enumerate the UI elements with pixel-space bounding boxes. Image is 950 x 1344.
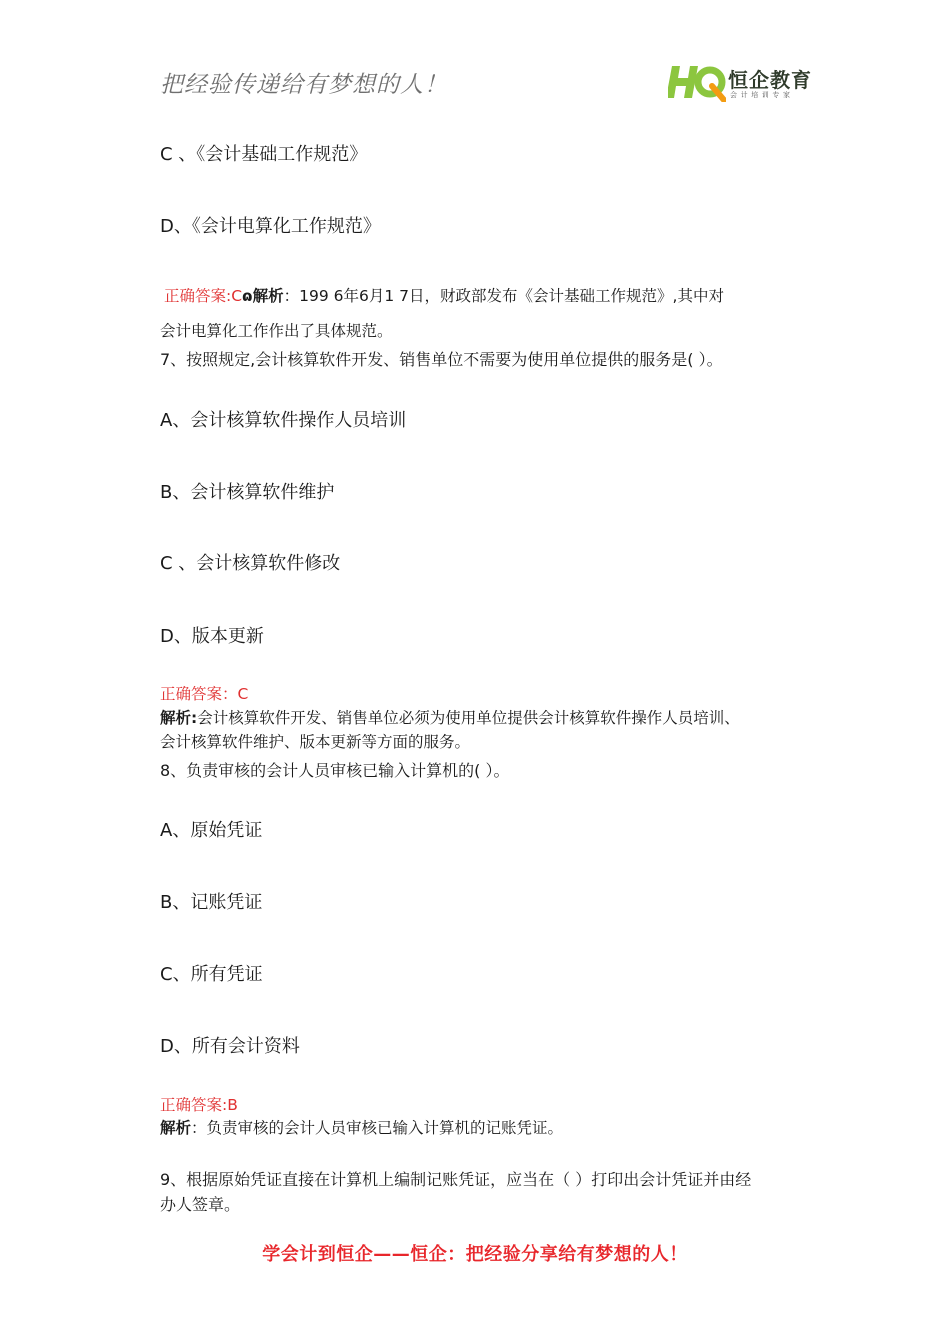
- q7-question: 7、按照规定,会计核算软件开发、销售单位不需要为使用单位提供的服务是( ）。: [160, 350, 723, 369]
- q8-explain-label: 解析: [160, 1119, 192, 1137]
- q8-option-b: B、记账凭证: [160, 892, 263, 913]
- q7-answer: 正确答案：C: [160, 685, 249, 703]
- q6-answer: 正确答案:C: [164, 287, 243, 305]
- q8-answer: 正确答案:B: [160, 1096, 238, 1114]
- q7-option-d: D、版本更新: [160, 626, 264, 647]
- q8-option-c: C、所有凭证: [160, 964, 263, 985]
- q7-explanation-line2: 会计核算软件维护、版本更新等方面的服务。: [160, 733, 471, 751]
- logo-subtitle: 会计培训专家: [730, 91, 794, 99]
- q6-option-d: D、《会计电算化工作规范》: [160, 216, 381, 237]
- q6-explain-line2: 会计电算化工作作出了具体规范。: [160, 322, 393, 340]
- q6-explain-line1: ：199 6年6月1 7日，财政部发布《会计基础工作规范》,其中对: [283, 287, 724, 305]
- q8-explanation: [160, 1117, 563, 1139]
- q7-explain-text1: 会计核算软件开发、销售单位必须为使用单位提供会计核算软件操作人员培训、: [197, 709, 740, 727]
- q7-option-c: C 、会计核算软件修改: [160, 553, 341, 574]
- q6-answer-explanation: 正确答案:Cɷ解析：199 6年6月1 7日，财政部发布《会计基础工作规范》,其中对: [164, 287, 724, 305]
- q7-option-b: B、会计核算软件维护: [160, 482, 335, 503]
- q7-explanation-line1: [160, 707, 740, 729]
- q9-question-line1: 9、根据原始凭证直接在计算机上编制记账凭证，应当在（ ）打印出会计凭证并由经: [160, 1170, 752, 1189]
- q8-question: 8、负责审核的会计人员审核已输入计算机的( ）。: [160, 761, 510, 780]
- q8-option-d: D、所有会计资料: [160, 1036, 300, 1057]
- q8-explain-text: ：负责审核的会计人员审核已输入计算机的记账凭证。: [191, 1119, 564, 1137]
- q8-option-a: A、原始凭证: [160, 820, 263, 841]
- q6-explain-label: 解析: [252, 287, 284, 305]
- footer-slogan: 学会计到恒企——恒企：把经验分享给有梦想的人！: [262, 1244, 688, 1265]
- q7-explain-label: 解析:: [160, 709, 198, 727]
- q6-option-c: C 、《会计基础工作规范》: [160, 144, 368, 165]
- hengqi-logo: [668, 62, 818, 106]
- hq-logo-icon: [668, 62, 726, 102]
- logo-name: 恒企教育: [728, 68, 812, 92]
- q9-question-line2: 办人签章。: [160, 1195, 241, 1214]
- header-slogan: 把经验传递给有梦想的人！: [160, 72, 448, 98]
- q7-option-a: A、会计核算软件操作人员培训: [160, 410, 407, 431]
